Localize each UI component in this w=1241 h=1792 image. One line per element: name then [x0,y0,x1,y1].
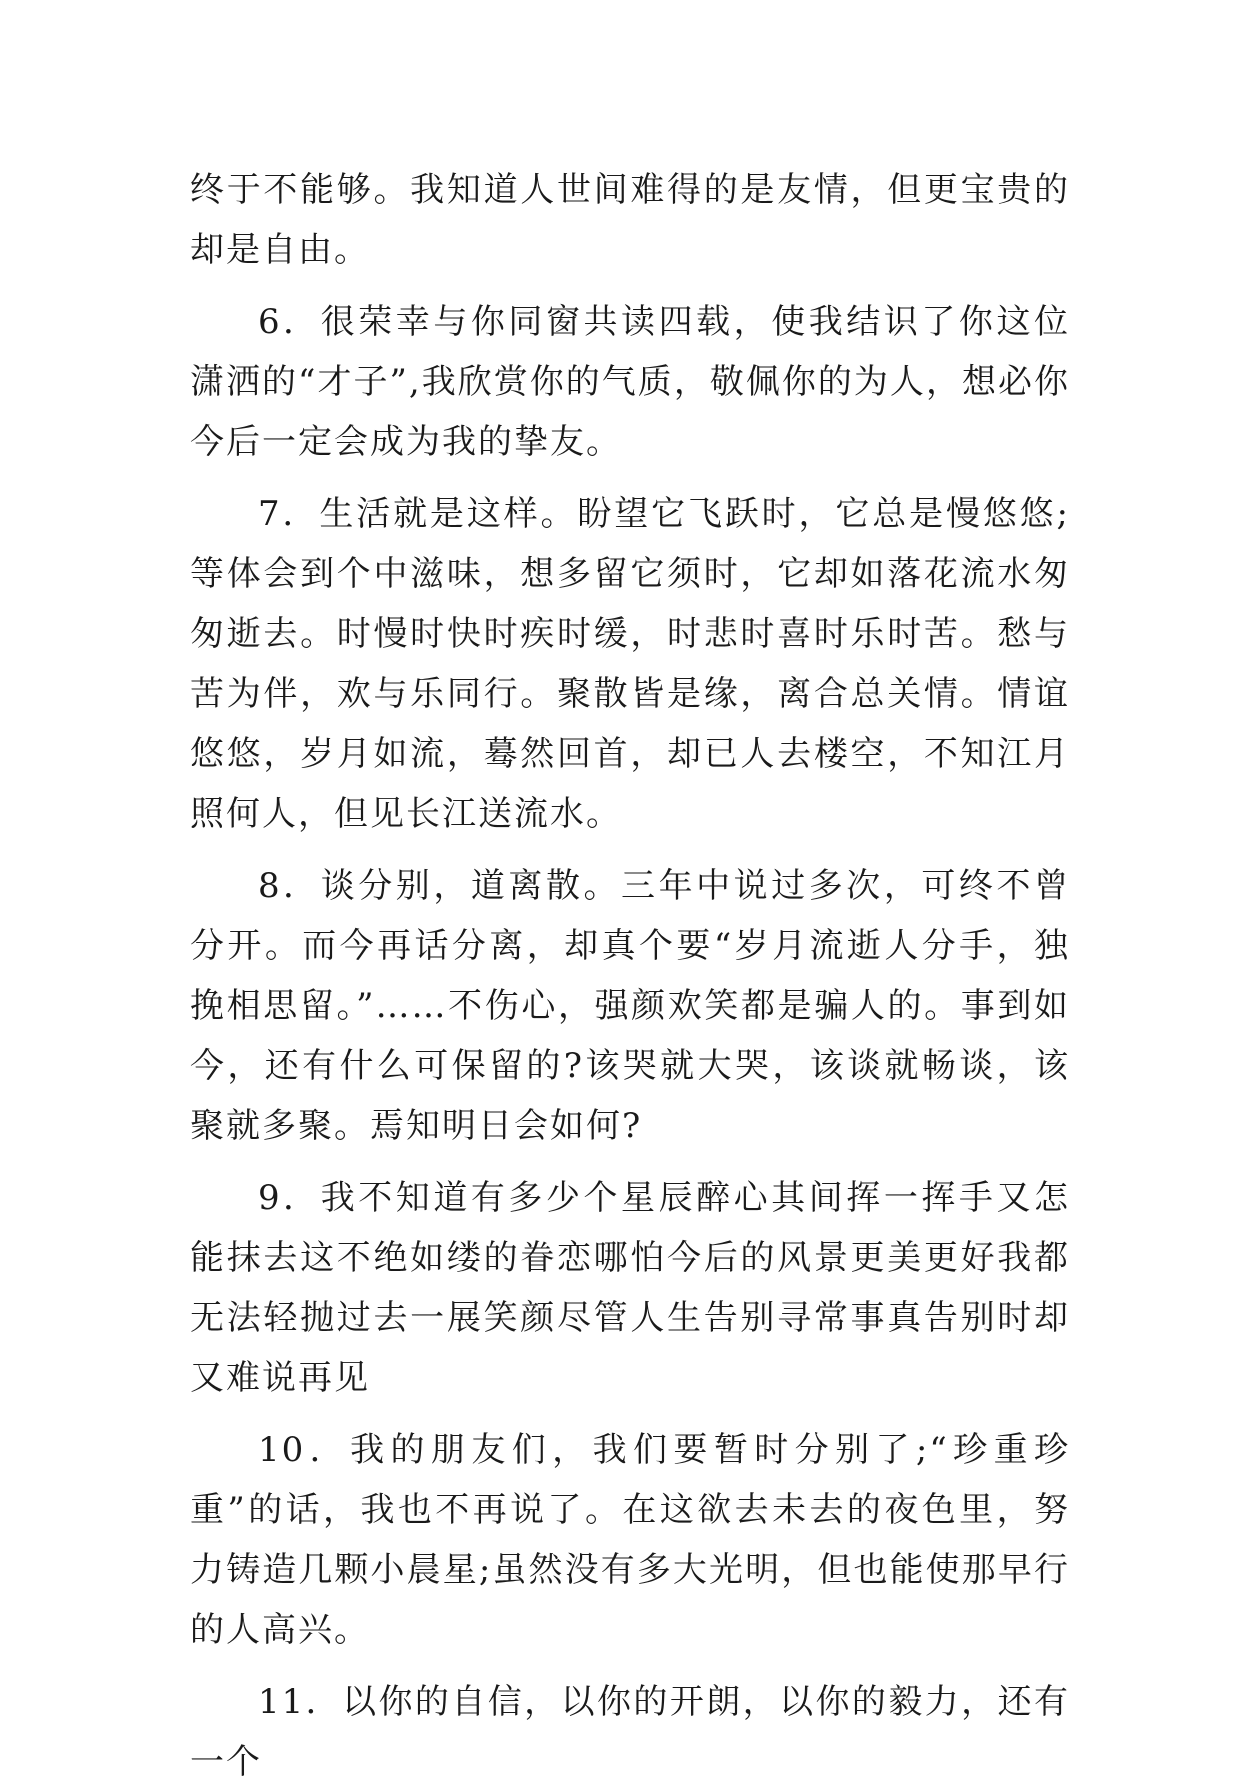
paragraph-continuation: 终于不能够。我知道人世间难得的是友情，但更宝贵的却是自由。 [190,170,1070,270]
paragraph-item-10: 10．我的朋友们，我们要暂时分别了;“珍重珍重”的话，我也不再说了。在这欲去未去的夜色里，努力铸造几颗小晨星;虽然没有多大光明，但也能使那早行的人高兴。 [190,1430,1070,1650]
paragraph-item-7: 7．生活就是这样。盼望它飞跃时，它总是慢悠悠;等体会到个中滋味，想多留它须时，它却如落花流水匆匆逝去。时慢时快时疾时缓，时悲时喜时乐时苦。愁与苦为伴，欢与乐同行。聚散皆是缘，离合总关情。情谊悠悠，岁月如流，蓦然回首，却已人去楼空，不知江月照何人，但见长江送流水。 [190,494,1070,834]
paragraph-item-8: 8．谈分别，道离散。三年中说过多次，可终不曾分开。而今再话分离，却真个要“岁月流逝人分手，独挽相思留。”……不伤心，强颜欢笑都是骗人的。事到如今，还有什么可保留的?该哭就大哭，该谈就畅谈，该聚就多聚。焉知明日会如何? [190,866,1070,1146]
paragraph-item-11: 11．以你的自信，以你的开朗，以你的毅力，还有一个 [190,1682,1070,1782]
paragraph-item-6: 6．很荣幸与你同窗共读四载，使我结识了你这位潇洒的“才子”,我欣赏你的气质，敬佩你的为人，想必你今后一定会成为我的挚友。 [190,302,1070,462]
paragraph-item-9: 9．我不知道有多少个星辰醉心其间挥一挥手又怎能抹去这不绝如缕的眷恋哪怕今后的风景更美更好我都无法轻抛过去一展笑颜尽管人生告别寻常事真告别时却又难说再见 [190,1178,1070,1398]
body-text [190,160,1070,1792]
